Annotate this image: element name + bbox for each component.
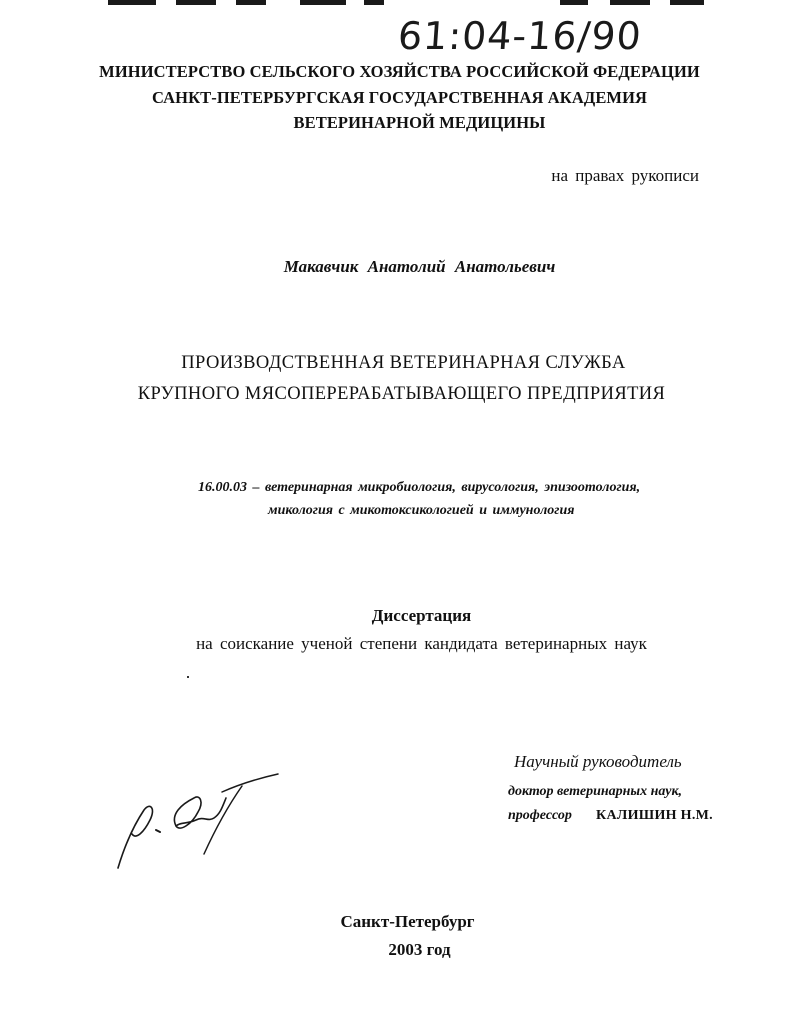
supervisor-name: КАЛИШИН Н.М. [596,808,713,823]
scan-mark [560,0,588,5]
supervisor-degree: доктор ветеринарных наук, [508,784,683,799]
scan-speck [187,676,189,678]
dissertation-degree: на соискание ученой степени кандидата ветеринарных наук [196,634,647,653]
scan-edge-marks [0,0,799,8]
thesis-title-line-2: КРУПНОГО МЯСОПЕРЕРАБАТЫВАЮЩЕГО ПРЕДПРИЯТИЯ [137,384,666,404]
manuscript-note: на правах рукописи [551,166,699,185]
scan-mark [108,0,156,5]
academy-line-2: ВЕТЕРИНАРНОЙ МЕДИЦИНЫ [293,113,546,132]
scan-mark [236,0,266,5]
thesis-title-line-1: ПРОИЗВОДСТВЕННАЯ ВЕТЕРИНАРНАЯ СЛУЖБА [181,353,626,373]
scan-mark [176,0,216,5]
scan-mark [670,0,704,5]
ministry-line: МИНИСТЕРСТВО СЕЛЬСКОГО ХОЗЯЙСТВА РОССИЙСКОЙ ФЕДЕРАЦИИ [99,62,700,81]
scan-mark [610,0,650,5]
city: Санкт-Петербург [340,912,475,931]
handwritten-signature [110,768,290,878]
scan-mark [364,0,384,5]
academy-line: САНКТ-ПЕТЕРБУРГСКАЯ ГОСУДАРСТВЕННАЯ АКАДЕМИЯ [151,88,648,107]
supervisor-title: профессор [508,808,572,823]
supervisor-label: Научный руководитель [514,752,682,771]
handwritten-archive-code: 61:04-16/90 [396,14,644,58]
scan-mark [300,0,346,5]
year: 2003 год [388,940,451,959]
author-name: Макавчик Анатолий Анатольевич [283,257,556,276]
specialty-line-2: микология с микотоксикологией и иммунология [268,503,575,518]
dissertation-label: Диссертация [371,606,472,625]
specialty-line-1: 16.00.03 – ветеринарная микробиология, вирусология, эпизоотология, [198,480,641,495]
